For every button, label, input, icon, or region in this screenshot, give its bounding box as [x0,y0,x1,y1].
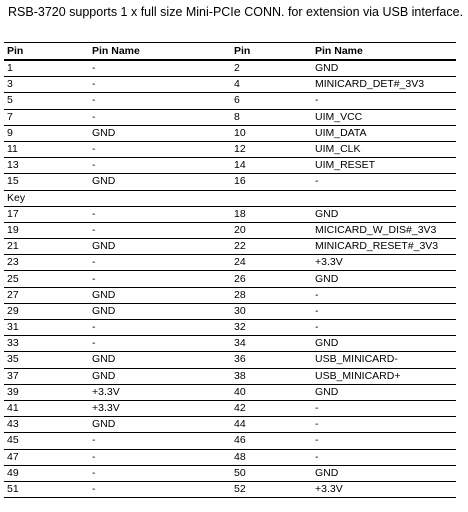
pin-name-right: MICICARD_W_DIS#_3V3 [312,222,456,238]
pin-name-right: GND [312,271,456,287]
table-row [4,384,456,400]
pin-name-left: - [89,465,231,481]
pin-number-left: 45 [4,433,89,449]
table-row [4,77,456,93]
pin-name-left: - [89,336,231,352]
pin-name-left: GND [89,239,231,255]
table-row [4,449,456,465]
pin-name-left: - [89,481,231,497]
pin-number-right: 44 [231,417,312,433]
pin-number-left: 41 [4,400,89,416]
pin-name-left: GND [89,368,231,384]
table-row [4,239,456,255]
pin-number-left: 17 [4,206,89,222]
table-row [4,109,456,125]
pin-name-right: UIM_DATA [312,125,456,141]
pin-number-left: 33 [4,336,89,352]
pin-name-right: +3.3V [312,481,456,497]
pin-name-right: - [312,303,456,319]
pin-number-left: 7 [4,109,89,125]
pin-name-right: - [312,287,456,303]
header-pin-name-left: Pin Name [89,43,231,61]
pin-number-left: 49 [4,465,89,481]
pin-number-right: 50 [231,465,312,481]
pin-number-left: 35 [4,352,89,368]
table-row [4,174,456,190]
pin-name-right: MINICARD_DET#_3V3 [312,77,456,93]
table-row [4,465,456,481]
pin-name-left: - [89,255,231,271]
table-row [4,352,456,368]
pin-number-left: 3 [4,77,89,93]
pin-number-left: 21 [4,239,89,255]
header-pin-right: Pin [231,43,312,61]
pin-number-left: 37 [4,368,89,384]
pin-name-left: +3.3V [89,400,231,416]
pin-name-right: UIM_VCC [312,109,456,125]
pin-number-right: 12 [231,141,312,157]
pin-name-right: - [312,417,456,433]
pin-name-right: GND [312,465,456,481]
pin-name-left: - [89,109,231,125]
table-body [4,60,456,498]
pin-name-left: - [89,158,231,174]
header-pin-left: Pin [4,43,89,61]
table-row [4,60,456,77]
pin-number-right: 28 [231,287,312,303]
pin-name-right: GND [312,206,456,222]
pin-number-right: 20 [231,222,312,238]
pin-number-right: 4 [231,77,312,93]
pin-name-right: - [312,400,456,416]
pin-number-left: 39 [4,384,89,400]
pin-number-right: 16 [231,174,312,190]
pin-name-left: - [89,77,231,93]
pin-name-right: - [312,449,456,465]
pin-name-right: - [312,433,456,449]
pin-name-left: - [89,93,231,109]
key-label: Key [4,190,456,206]
pin-number-left: 15 [4,174,89,190]
pin-name-right: UIM_CLK [312,141,456,157]
table-row [4,336,456,352]
pin-name-left: - [89,271,231,287]
pin-number-left: 1 [4,60,89,77]
table-row [4,271,456,287]
pin-name-left: - [89,222,231,238]
table-row [4,222,456,238]
pin-number-right: 6 [231,93,312,109]
header-pin-name-right: Pin Name [312,43,456,61]
table-row [4,481,456,497]
pin-number-left: 27 [4,287,89,303]
intro-text: RSB-3720 supports 1 x full size Mini-PCIe CONN. for extension via USB interface. [8,5,464,19]
table-row [4,433,456,449]
pin-name-left: - [89,60,231,77]
pin-name-left: - [89,433,231,449]
pin-number-left: 19 [4,222,89,238]
pin-name-right: - [312,320,456,336]
pin-number-left: 25 [4,271,89,287]
pin-table [4,42,456,498]
pin-number-left: 5 [4,93,89,109]
table-row [4,303,456,319]
pin-number-left: 9 [4,125,89,141]
pin-number-right: 40 [231,384,312,400]
pin-number-right: 2 [231,60,312,77]
pin-number-right: 46 [231,433,312,449]
pin-name-left: GND [89,303,231,319]
pin-number-right: 48 [231,449,312,465]
pin-name-right: USB_MINICARD+ [312,368,456,384]
pin-number-right: 52 [231,481,312,497]
pin-number-left: 47 [4,449,89,465]
pin-name-left: - [89,141,231,157]
pin-number-right: 30 [231,303,312,319]
pin-name-right: GND [312,384,456,400]
pin-number-left: 23 [4,255,89,271]
pin-name-right: UIM_RESET [312,158,456,174]
table-header-row [4,43,456,61]
pin-number-left: 11 [4,141,89,157]
pin-number-left: 43 [4,417,89,433]
table-row [4,255,456,271]
pin-number-right: 14 [231,158,312,174]
pin-name-left: - [89,320,231,336]
pin-number-left: 31 [4,320,89,336]
table-row [4,368,456,384]
pin-number-left: 29 [4,303,89,319]
pin-name-left: GND [89,417,231,433]
table-row [4,158,456,174]
table-row [4,417,456,433]
pin-number-right: 32 [231,320,312,336]
pin-number-left: 51 [4,481,89,497]
pin-name-left: GND [89,174,231,190]
table-row [4,125,456,141]
pin-name-right: MINICARD_RESET#_3V3 [312,239,456,255]
pin-name-left: - [89,206,231,222]
pin-name-left: +3.3V [89,384,231,400]
table-row [4,400,456,416]
table-row [4,206,456,222]
pin-name-left: GND [89,352,231,368]
pin-number-right: 18 [231,206,312,222]
pin-name-right: - [312,174,456,190]
pin-name-left: GND [89,287,231,303]
pin-name-right: +3.3V [312,255,456,271]
pin-number-right: 8 [231,109,312,125]
pin-number-right: 10 [231,125,312,141]
pin-number-right: 38 [231,368,312,384]
table-row [4,93,456,109]
pin-number-right: 26 [231,271,312,287]
pin-name-right: - [312,93,456,109]
pin-name-right: GND [312,60,456,77]
pin-name-right: USB_MINICARD- [312,352,456,368]
pin-name-left: - [89,449,231,465]
pin-number-right: 42 [231,400,312,416]
key-row [4,190,456,206]
pin-name-left: GND [89,125,231,141]
pin-number-left: 13 [4,158,89,174]
pin-number-right: 22 [231,239,312,255]
pin-number-right: 24 [231,255,312,271]
table-row [4,320,456,336]
pin-number-right: 34 [231,336,312,352]
table-row [4,141,456,157]
table-row [4,287,456,303]
pin-number-right: 36 [231,352,312,368]
pin-name-right: GND [312,336,456,352]
